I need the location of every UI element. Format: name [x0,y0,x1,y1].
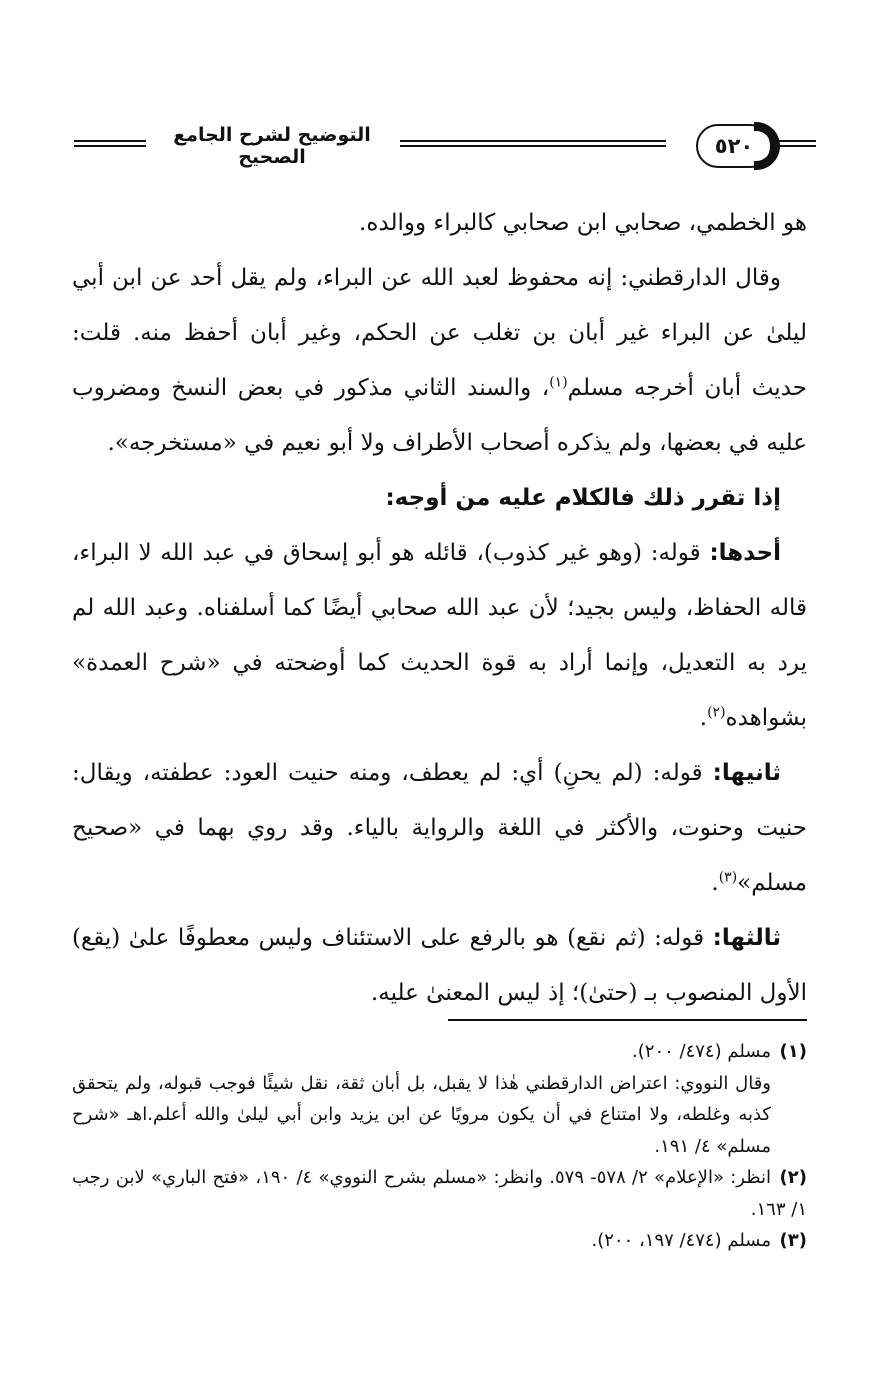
paragraph-text: قوله: (لم يحنِ) أي: لم يعطف، ومنه حنيت العود: عطفته، ويقال: حنيت وحنوت، والأكثر في اللغة والرواية بالياء. وقد روي بهما في «صحيح مسلم» [72,760,807,896]
running-header [60,118,815,178]
paragraph-third-point [72,911,807,1021]
footnote-ref-2[interactable]: (٢) [707,704,726,721]
footnote-2 [72,1162,807,1225]
section-heading-text: إذا تقرر ذلك فالكلام عليه من أوجه: [385,485,781,511]
footnote-1-continuation: وقال النووي: اعتراض الدارقطني هٰذا لا يقبل، بل أبان ثقة، نقل شيئًا فوجب قبوله، ولم يتحقق كذبه وغلطه، ولا امتناع في أن يكون مرويًا عن ابن يزيد وابن أبي ليلىٰ والله أعلم.اهـ «شرح مسلم» ٤/ ١٩١. [72,1072,771,1157]
paragraph-text: . [711,870,719,896]
point-label: أحدها: [709,540,781,566]
footnote-text: مسلم (٤٧٤/ ٢٠٠). [632,1041,771,1062]
running-title: التوضيح لشرح الجامع الصحيح [173,124,371,168]
section-heading [72,471,807,526]
paragraph-intro [72,196,807,251]
footnote-ref-1[interactable]: (١) [549,374,568,391]
footnote-number: (١) [779,1041,807,1062]
footnote-text: انظر: «الإعلام» ٢/ ٥٧٨- ٥٧٩. وانظر: «مسلم بشرح النووي» ٤/ ١٩٠، «فتح الباري» لابن رجب ١/ ١٦٣. [72,1167,807,1220]
header-rule-right [776,140,816,152]
paragraph-text: قوله: (ثم نقع) هو بالرفع على الاستئناف وليس معطوفًا علىٰ (يقع) الأول المنصوب بـ (حتىٰ)؛ إذ ليس المعنىٰ عليه. [72,925,807,1006]
point-label: ثالثها: [712,925,781,951]
paragraph-daraqutni [72,251,807,471]
paragraph-first-point [72,526,807,746]
paragraph-text: . [699,705,708,731]
header-rule-left [74,140,146,152]
point-label: ثانيها: [712,760,781,786]
footnote-separator [448,1019,807,1021]
footnotes [72,1036,807,1257]
paragraph-intro-text: هو الخطمي، صحابي ابن صحابي كالبراء ووالده. [359,210,807,236]
paragraph-text: قوله: (وهو غير كذوب)، قائله هو أبو إسحاق في عبد الله لا البراء، قاله الحفاظ، وليس بجيد؛ لأن عبد الله صحابي أيضًا كما أسلفناه. وعبد الله لم يرد به التعديل، وإنما أراد به قوة الحديث كما أوضحته في «شرح العمدة» بشواهده [72,540,807,731]
footnote-number: (٣) [779,1230,807,1251]
footnote-1 [72,1036,807,1068]
paragraph-second-point [72,746,807,911]
header-rule-middle [400,140,666,152]
page-number: ٥٢٠ [696,124,772,168]
paragraph-text: وقال الدارقطني: إنه محفوظ لعبد الله عن البراء، ولم يقل أحد عن ابن أبي ليلىٰ عن البراء غير أبان بن تغلب عن الحكم، وغير أبان أحفظ منه. قلت: حديث أبان أخرجه مسلم [72,265,807,401]
footnote-number: (٢) [779,1167,807,1188]
main-text [72,196,807,1021]
footnote-text: مسلم (٤٧٤/ ١٩٧، ٢٠٠). [591,1230,771,1251]
paragraph-text: ، والسند الثاني مذكور في بعض النسخ ومضروب عليه في بعضها، ولم يذكره أصحاب الأطراف ولا أبو نعيم في «مستخرجه». [72,375,807,456]
footnote-ref-3[interactable]: (٣) [718,869,738,886]
footnote-3 [72,1225,807,1257]
